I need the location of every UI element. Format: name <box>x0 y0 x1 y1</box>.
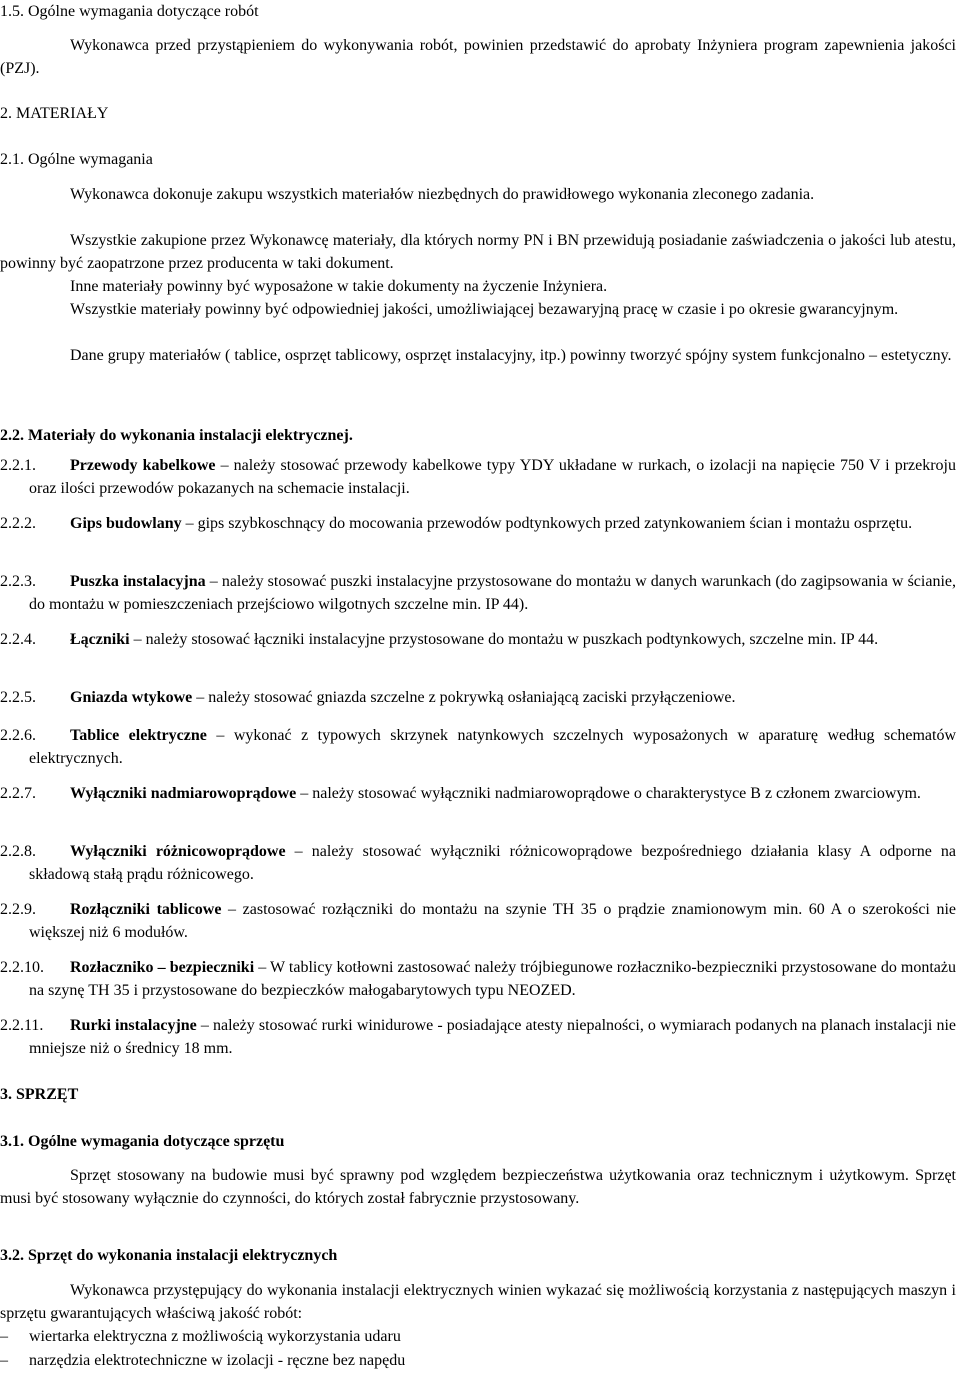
material-description <box>29 628 956 651</box>
material-text: – należy stosować przewody kabelkowe typy YDY układane w rurkach, o izolacji na napięcie 750 V i przekroju oraz ilości przewodów pokazanych na schemacie instalacji. <box>29 457 957 497</box>
material-number: 2.2.10. <box>0 959 44 976</box>
material-term: Rurki instalacyjne <box>70 1017 197 1034</box>
section-3-2-text: Wykonawca przystępujący do wykonania instalacji elektrycznych winien wykazać się możliwością korzystania z następujących maszyn i sprzętu gwarantujących właściwą jakość robót: <box>0 1282 956 1322</box>
dash-bullet: – <box>0 1328 8 1345</box>
section-2-1-title: 2.1. Ogólne wymagania <box>0 151 153 168</box>
section-2-1-paragraph-1: Wykonawca dokonuje zakupu wszystkich materiałów niezbędnych do prawidłowego wykonania zleconego zadania. <box>70 186 815 203</box>
material-number: 2.2.1. <box>0 457 36 474</box>
material-text: – zastosować rozłączniki do montażu na szynie TH 35 o prądzie znamionowym min. 60 A o szerokości nie większej niż 6 modułów. <box>29 901 957 941</box>
material-number: 2.2.7. <box>0 785 36 802</box>
material-term: Gniazda wtykowe <box>70 689 193 706</box>
material-term: Tablice elektryczne <box>70 727 207 744</box>
material-number: 2.2.11. <box>0 1017 44 1034</box>
material-item <box>0 724 956 770</box>
equipment-text: narzędzia elektrotechniczne w izolacji - ręczne bez napędu <box>29 1352 406 1369</box>
material-item <box>0 1014 956 1060</box>
section-1-5-title: 1.5. Ogólne wymagania dotyczące robót <box>0 3 259 20</box>
material-number: 2.2.2. <box>0 515 36 532</box>
material-item <box>0 956 956 1002</box>
material-description <box>29 570 956 616</box>
material-text: – należy stosować puszki instalacyjne przystosowane do montażu w danych warunkach (do zagipsowania w ścianie, do montażu w pomieszczeniach przejściowo wilgotnych szczelne min. IP 44). <box>29 573 956 613</box>
material-number: 2.2.9. <box>0 901 36 918</box>
material-term: Gips budowlany <box>70 515 182 532</box>
material-text: – gips szybkoschnący do mocowania przewodów podtynkowych przed zatynkowaniem ścian i montażu osprzętu. <box>181 515 913 532</box>
section-2-1-paragraph-5: Dane grupy materiałów ( tablice, osprzęt tablicowy, osprzęt instalacyjny, itp.) powinny tworzyć spójny system funkcjonalno – estetyczny. <box>70 347 952 364</box>
material-text: – należy stosować wyłączniki różnicowoprądowe bezpośredniego działania klasy A odporne na składową stałą prądu różnicowego. <box>29 843 956 883</box>
section-3-1-text: Sprzęt stosowany na budowie musi być sprawny pod względem bezpieczeństwa użytkowania oraz technicznym i użytkowym. Sprzęt musi być stosowany wyłącznie do czynności, do których został fabrycznie przystosowany. <box>0 1167 956 1207</box>
section-2-1-paragraph-2: Wszystkie zakupione przez Wykonawcę materiały, dla których normy PN i BN przewidują posiadanie zaświadczenia o jakości lub atestu, powinny być zaopatrzone przez producenta w taki dokument. <box>0 232 956 272</box>
material-number: 2.2.6. <box>0 727 36 744</box>
material-item <box>0 570 956 616</box>
section-3-1-title: 3.1. Ogólne wymagania dotyczące sprzętu <box>0 1133 285 1150</box>
material-term: Rozłączniki tablicowe <box>70 901 222 918</box>
material-number: 2.2.5. <box>0 689 36 706</box>
material-term: Wyłączniki różnicowoprądowe <box>70 843 286 860</box>
material-description <box>29 724 956 770</box>
section-2-2-title: 2.2. Materiały do wykonania instalacji elektrycznej. <box>0 427 353 444</box>
material-item <box>0 628 956 651</box>
section-2-1-paragraph-3: Inne materiały powinny być wyposażone w takie dokumenty na życzenie Inżyniera. <box>70 278 608 295</box>
material-description <box>29 686 956 709</box>
equipment-item <box>0 1349 956 1372</box>
material-text: – należy stosować łączniki instalacyjne przystosowane do montażu w puszkach podtynkowych, szczelne min. IP 44. <box>129 631 879 648</box>
material-term: Rozłaczniko – bezpieczniki <box>70 959 255 976</box>
material-item <box>0 454 956 500</box>
material-number: 2.2.3. <box>0 573 36 590</box>
material-text: – należy stosować gniazda szczelne z pokrywką osłaniającą zaciski przyłączeniowe. <box>192 689 736 706</box>
section-3-2-title: 3.2. Sprzęt do wykonania instalacji elektrycznych <box>0 1247 338 1264</box>
material-description <box>29 782 956 805</box>
material-text: – należy stosować rurki winidurowe - posiadające atesty niepalności, o wymiarach podanych na planach instalacji nie mniejsze niż o średnicy 18 mm. <box>29 1017 957 1057</box>
material-item <box>0 686 956 709</box>
material-number: 2.2.4. <box>0 631 36 648</box>
material-number: 2.2.8. <box>0 843 36 860</box>
equipment-item <box>0 1325 956 1348</box>
material-item <box>0 782 956 805</box>
material-description <box>29 512 956 535</box>
material-item <box>0 840 956 886</box>
material-item <box>0 898 956 944</box>
material-text: – wykonać z typowych skrzynek natynkowych szczelnych wyposażonych w aparaturę według schematów elektrycznych. <box>29 727 956 767</box>
section-2-1-paragraph-4: Wszystkie materiały powinny być odpowiedniej jakości, umożliwiającej bezawaryjną pracę w czasie i po okresie gwarancyjnym. <box>70 301 899 318</box>
material-item <box>0 512 956 535</box>
material-term: Łączniki <box>70 631 130 648</box>
section-3-title: 3. SPRZĘT <box>0 1086 79 1103</box>
section-2-title: 2. MATERIAŁY <box>0 105 109 122</box>
material-description <box>29 840 956 886</box>
material-description <box>29 454 956 500</box>
material-term: Przewody kabelkowe <box>70 457 216 474</box>
material-text: – W tablicy kotłowni zastosować należy trójbiegunowe rozłaczniko-bezpieczniki przystosowane do montażu na szynę TH 35 i przystosowane do bezpieczków małogabarytowych typu NEOZED. <box>29 959 957 999</box>
dash-bullet: – <box>0 1352 8 1369</box>
material-description <box>29 956 956 1002</box>
material-description <box>29 898 956 944</box>
equipment-text: wiertarka elektryczna z możliwością wykorzystania udaru <box>29 1328 401 1345</box>
section-1-5-text: Wykonawca przed przystąpieniem do wykonywania robót, powinien przedstawić do aprobaty Inżyniera program zapewnienia jakości (PZJ). <box>0 37 956 77</box>
material-text: – należy stosować wyłączniki nadmiarowoprądowe o charakterystyce B z członem zwarciowym. <box>296 785 921 802</box>
material-description <box>29 1014 956 1060</box>
material-term: Wyłączniki nadmiarowoprądowe <box>70 785 297 802</box>
material-term: Puszka instalacyjna <box>70 573 206 590</box>
